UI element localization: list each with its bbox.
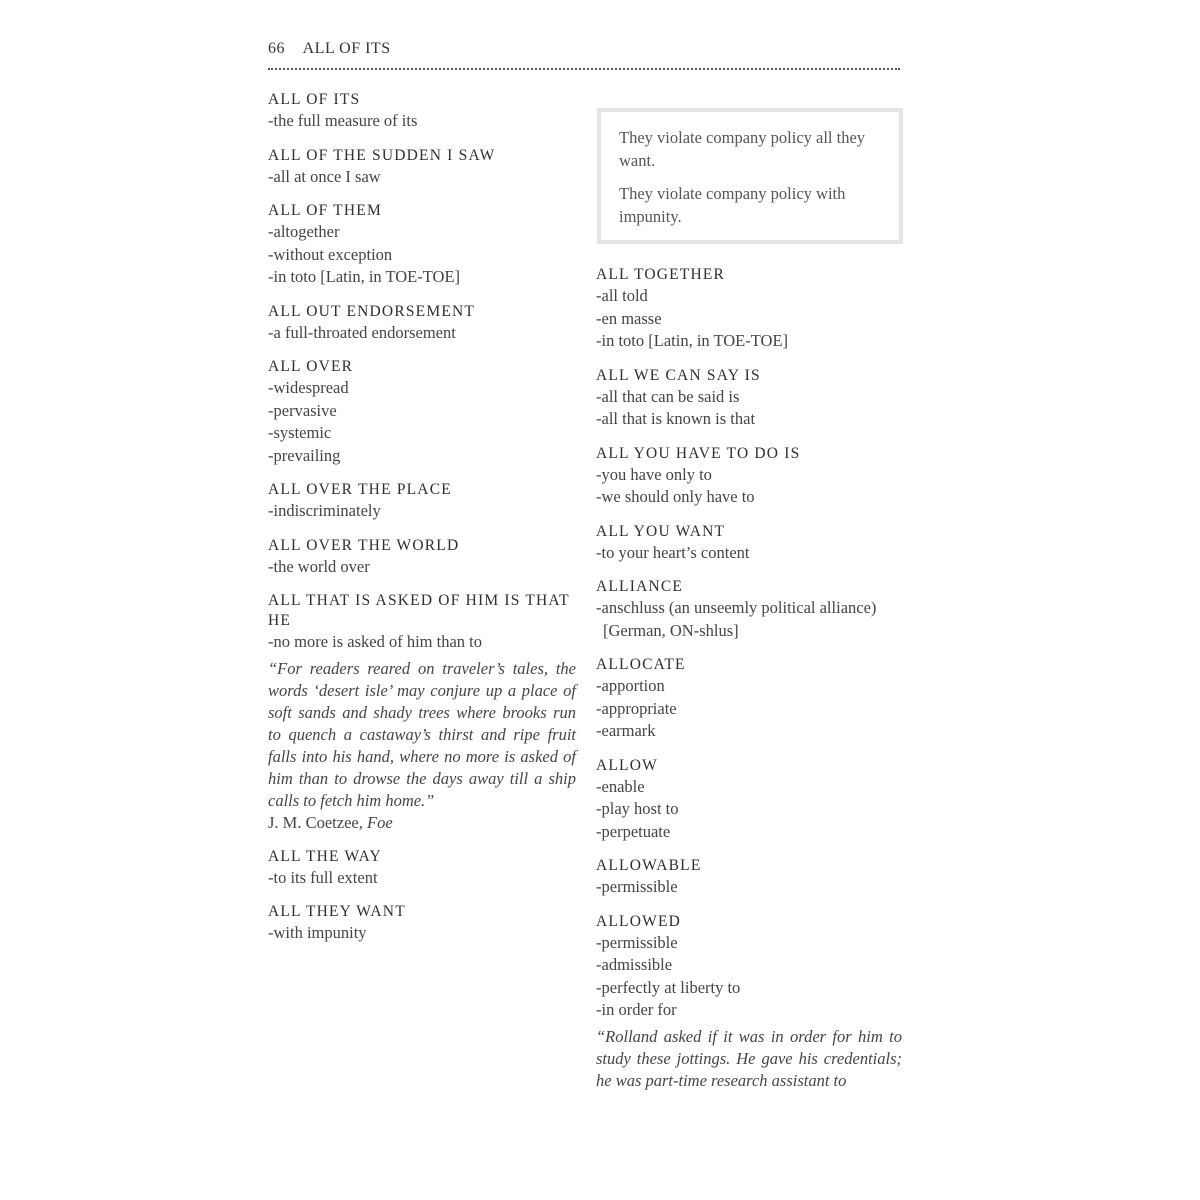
page-number: 66 [268, 40, 285, 57]
entry-synonym: -permissible [596, 932, 678, 952]
entry-synonym: -a full-throated endorsement [268, 322, 456, 342]
entry-synonym: -indiscriminately [268, 501, 381, 520]
dictionary-entry [596, 577, 902, 642]
entry-synonym: -perpetuate [596, 821, 671, 841]
entry-synonym: -anschluss (an unseemly political alliance) [German, ON-shlus] [596, 598, 877, 640]
entry-synonym: -without exception [268, 244, 393, 264]
dictionary-entry [268, 90, 576, 133]
entry-headword: ALL OVER [268, 358, 354, 375]
dictionary-entry [596, 522, 902, 565]
entry-synonym: -enable [596, 776, 645, 796]
entry-headword: ALL OF THEM [268, 202, 382, 219]
dictionary-entry [268, 302, 576, 345]
entry-synonym: -prevailing [268, 445, 341, 465]
entry-synonym: -play host to [596, 799, 679, 818]
entry-headword: ALL TOGETHER [596, 266, 726, 283]
entry-synonym: -to its full extent [268, 867, 378, 887]
entry-headword: ALLOWED [596, 912, 682, 930]
entry-headword: ALLIANCE [596, 578, 684, 595]
dictionary-entry [268, 480, 576, 523]
example-callout-box [597, 108, 903, 244]
dictionary-entry [596, 366, 902, 431]
entry-synonym: -all at once I saw [268, 166, 381, 186]
entry-synonym: -to your heart’s content [596, 542, 750, 562]
dictionary-entry [596, 265, 902, 353]
dictionary-entry [268, 536, 576, 579]
dictionary-entry [596, 655, 902, 743]
entry-headword: ALLOWABLE [596, 857, 702, 874]
entry-synonym: -admissible [596, 955, 673, 974]
dictionary-entry [268, 902, 576, 945]
entry-headword: ALL YOU HAVE TO DO IS [596, 444, 801, 462]
citation-attribution [268, 812, 576, 834]
entry-headword: ALL THEY WANT [268, 903, 406, 920]
entry-synonym: -perfectly at liberty to [596, 977, 741, 997]
dictionary-entry [596, 912, 902, 1092]
callout-line: They violate company policy all they want. [619, 128, 866, 170]
entry-synonym: -all that can be said is [596, 386, 740, 406]
entry-headword: ALL OF ITS [268, 91, 361, 108]
entry-synonym: -you have only to [596, 464, 712, 484]
entry-synonym: -appropriate [596, 698, 677, 718]
dictionary-entry [268, 146, 576, 189]
entry-headword: ALL YOU WANT [596, 522, 726, 540]
dictionary-entry [268, 201, 576, 289]
entry-synonym: -we should only have to [596, 487, 755, 506]
entry-synonym: -earmark [596, 721, 656, 740]
entry-synonym: -the world over [268, 556, 370, 576]
citation-author: J. M. Coetzee, [268, 812, 367, 832]
dictionary-entry [268, 357, 576, 467]
entry-synonym: -the full measure of its [268, 111, 418, 130]
callout-line: They violate company policy with impunity. [619, 184, 846, 226]
left-column [268, 90, 576, 958]
entry-synonym: -en masse [596, 308, 662, 328]
entry-synonym: -with impunity [268, 923, 367, 942]
running-header [268, 40, 900, 70]
entry-headword: ALLOCATE [596, 656, 686, 673]
entry-headword: ALL WE CAN SAY IS [596, 366, 761, 384]
citation-quote: “For readers reared on traveler’s tales, the words ‘desert isle’ may conjure up a place of soft sands and shady trees where brooks run to quench a castaway’s thirst and ripe fruit falls into his hand, where no more is asked of him than to drowse the days away till a ship calls to fetch him home.” [268, 658, 576, 810]
citation-work-title: Foe [366, 812, 393, 832]
entry-headword: ALL OUT ENDORSEMENT [268, 302, 476, 320]
dictionary-entry [596, 756, 902, 844]
entry-synonym: -in toto [Latin, in TOE-TOE] [268, 267, 461, 286]
entry-headword: ALL OVER THE WORLD [268, 536, 460, 554]
dictionary-entry [268, 591, 576, 834]
dictionary-entry [268, 847, 576, 890]
entry-headword: ALL OF THE SUDDEN I SAW [268, 146, 496, 164]
entry-synonym: -altogether [268, 222, 340, 241]
entry-synonym: -apportion [596, 676, 665, 695]
entry-headword: ALL OVER THE PLACE [268, 481, 452, 498]
entry-synonym: -all told [596, 286, 648, 305]
entry-synonym: -pervasive [268, 400, 337, 420]
entry-synonym: -in toto [Latin, in TOE-TOE] [596, 331, 789, 350]
entry-synonym: -no more is asked of him than to [268, 632, 483, 651]
citation-quote: “Rolland asked if it was in order for him to study these jottings. He gave his credentials; he was part-time research assistant to [596, 1026, 902, 1090]
entry-synonym: -permissible [596, 877, 678, 896]
entry-synonym: -systemic [268, 423, 332, 442]
entry-synonym: -all that is known is that [596, 409, 756, 428]
dictionary-entry [596, 444, 902, 509]
dictionary-entry [596, 856, 902, 899]
right-column [596, 265, 902, 1105]
running-head: ALL OF ITS [302, 40, 391, 57]
entry-headword: ALLOW [596, 756, 658, 774]
entry-synonym: -widespread [268, 378, 349, 397]
entry-headword: ALL THE WAY [268, 847, 382, 865]
entry-headword: ALL THAT IS ASKED OF HIM IS THAT HE [268, 592, 570, 629]
entry-synonym: -in order for [596, 1000, 677, 1019]
